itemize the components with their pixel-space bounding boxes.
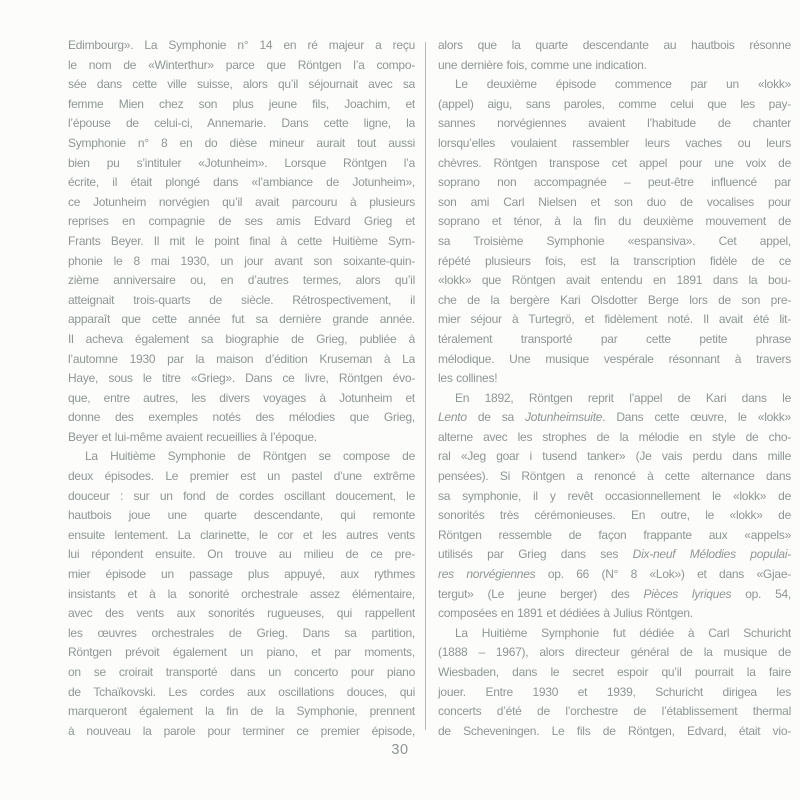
text-column-left: [68, 36, 415, 741]
text-line: l’épouse de celui-ci, Annemarie. Dans cette ligne, la: [68, 116, 415, 131]
text-line: marqueront également la fin de la Symphonie, prennent: [68, 704, 415, 719]
text-line: alterne avec les strophes de la mélodie en style de cho-: [438, 429, 791, 444]
text-line: deux épisodes. Le premier est un pastel d’une extrême: [68, 469, 415, 484]
text-line: de Tchaïkovski. Les cordes aux oscillations douces, qui: [68, 684, 415, 699]
text-line: soprano non accompagnée – peut-être influencé par: [438, 175, 791, 190]
text-line: Edimbourg». La Symphonie n° 14 en ré majeur a reçu: [68, 38, 415, 52]
text-line: atteignait trois-quarts de siècle. Rétrospectivement, il: [68, 292, 415, 307]
text-line: Haye, sous le titre «Grieg». Dans ce livre, Röntgen évo-: [68, 371, 415, 386]
text-line: lui répondent ensuite. On trouve au milieu de ce pre-: [68, 547, 415, 562]
column-divider: [425, 42, 426, 730]
text-line: une dernière fois, comme une indication.: [438, 57, 647, 72]
text-line: Röntgen prévoit également un piano, et par moments,: [68, 645, 415, 660]
page-number: 30: [391, 742, 409, 758]
text-line: insistants et à la sonorité orchestrale assez élémentaire,: [68, 586, 415, 601]
text-line: concerts d’été de l’orchestre de l’établissement thermal: [438, 704, 791, 719]
text-line: Frants Beyer. Il mit le point final à cette Huitième Sym-: [68, 233, 415, 248]
text-line: alors que la quarte descendante au hautbois résonne: [438, 38, 791, 52]
text-line: mier séjour à Turtegrö, et fidèlement noté. Il avait été lit-: [438, 312, 791, 327]
text-line: les collines!: [438, 371, 498, 386]
text-line: mélodique. Une musique vespérale résonnant à travers: [438, 351, 791, 366]
text-line: jouer. Entre 1930 et 1939, Schuricht dirigea les: [438, 684, 791, 699]
text-line: sonorités très cérémonieuses. En outre, le «lokk» de: [438, 508, 791, 523]
text-line: che de la bergère Kari Olsdotter Berge lors de son pre-: [438, 292, 791, 307]
text-line: répété plusieurs fois, est la transcription fidèle de ce: [438, 253, 791, 268]
text-line: bien pu s’intituler «Jotunheim». Lorsque Röntgen l’a: [68, 155, 415, 170]
text-line: (appel) aigu, sans paroles, comme celui que les pay-: [438, 96, 791, 111]
text-line: les œuvres orchestrales de Grieg. Dans sa partition,: [68, 625, 415, 640]
text-line: chèvres. Röntgen transpose cet appel pour une voix de: [438, 155, 791, 170]
text-line: avec des vents aux sonorités rugueuses, qui rappellent: [68, 606, 415, 621]
text-line: (1888 – 1967), alors directeur général de la musique de: [438, 645, 791, 660]
text-line: La Huitième Symphonie de Röntgen se compose de: [85, 449, 415, 464]
text-line: lorsqu’elles voulaient rassembler leurs vaches ou leurs: [438, 135, 791, 150]
text-line: Symphonie n° 8 en do dièse mineur aurait tout aussi: [68, 135, 415, 150]
text-line: l’automne 1930 par la maison d’édition Kruseman à La: [68, 351, 415, 366]
text-line: ral «Jeg goar i tusend tanker» (Je vais perdu dans mille: [438, 449, 791, 464]
text-line: Röntgen ressemble de façon frappante aux «appels»: [438, 527, 791, 542]
text-line: «lokk» que Röntgen avait entendu en 1891 dans la bou-: [438, 273, 791, 288]
text-line: sée dans cette ville suisse, alors qu’il séjournait avec sa: [68, 77, 415, 92]
text-line: Lento de sa Jotunheimsuite. Dans cette œuvre, le «lokk»: [438, 410, 791, 425]
text-line: on se croirait transporté dans un concerto pour piano: [68, 665, 415, 679]
text-line: Beyer et lui-même avaient recueillies à l’époque.: [68, 429, 317, 444]
text-line: de Scheveningen. Le fils de Röntgen, Edvard, était vio-: [438, 723, 791, 738]
text-line: Il acheva également sa biographie de Grieg, publiée à: [68, 331, 415, 346]
text-line: sa symphonie, il y revêt occasionnellement le «lokk» de: [438, 488, 791, 503]
text-line: reprises en compagnie de ses amis Edvard Grieg et: [68, 214, 415, 229]
text-line: apparaît que cette année fut sa dernière grande année.: [68, 312, 415, 327]
text-line: à nouveau la parole pour terminer ce premier épisode,: [68, 723, 415, 738]
text-line: La Huitième Symphonie fut dédiée à Carl Schuricht: [455, 625, 791, 640]
text-line: douceur : sur un fond de cordes oscillant doucement, le: [68, 488, 415, 503]
text-line: que, entre autres, les divers voyages à Jotunheim et: [68, 390, 415, 405]
text-line: téralement transporté par cette petite phrase: [438, 331, 791, 346]
text-line: ensuite lentement. La clarinette, le cor et les autres vents: [68, 527, 415, 542]
text-line: femme Mien chez son plus jeune fils, Joachim, et: [68, 96, 415, 111]
text-line: son ami Carl Nielsen et son duo de vocalises pour: [438, 194, 791, 209]
text-line: hautbois joue une quarte descendante, qui remonte: [68, 508, 415, 523]
text-line: mier épisode un passage plus appuyé, aux rythmes: [68, 567, 415, 582]
text-line: Wiesbaden, dans le secret espoir qu’il pourrait la faire: [438, 665, 791, 679]
text-line: phonie le 8 mai 1930, un jour avant son soixante-quin-: [68, 253, 415, 268]
text-line: sannes norvégiennes avaient l’habitude de chanter: [438, 116, 791, 131]
text-line: Le deuxième épisode commence par un «lokk»: [455, 77, 791, 92]
text-line: utilisés par Grieg dans ses Dix-neuf Mélodies populai-: [438, 547, 791, 562]
text-line: tergut» (Le jeune berger) des Pièces lyriques op. 54,: [438, 586, 791, 601]
text-line: En 1892, Röntgen reprit l’appel de Kari dans le: [455, 390, 791, 405]
text-column-right: [438, 36, 791, 741]
text-line: soprano et ténor, à la fin du deuxième mouvement de: [438, 214, 791, 229]
text-line: zième anniversaire ou, en d’autres termes, alors qu’il: [68, 273, 415, 288]
text-line: res norvégiennes op. 66 (N° 8 «Lok») et dans «Gjae-: [438, 567, 791, 582]
text-line: le nom de «Winterthur» parce que Röntgen l’a compo-: [68, 57, 415, 72]
text-line: écrite, il était plongé dans «l’ambiance de Jotunheim»,: [68, 175, 415, 190]
text-line: pensées). Si Röntgen a renoncé à cette alternance dans: [438, 469, 791, 484]
text-line: donne des exemples notés des mélodies que Grieg,: [68, 410, 415, 425]
text-line: sa Troisième Symphonie «espansiva». Cet appel,: [438, 233, 791, 248]
text-line: composées en 1891 et dédiées à Julius Röntgen.: [438, 606, 693, 621]
text-line: ce Jotunheim norvégien qu’il avait parcouru à plusieurs: [68, 194, 415, 209]
